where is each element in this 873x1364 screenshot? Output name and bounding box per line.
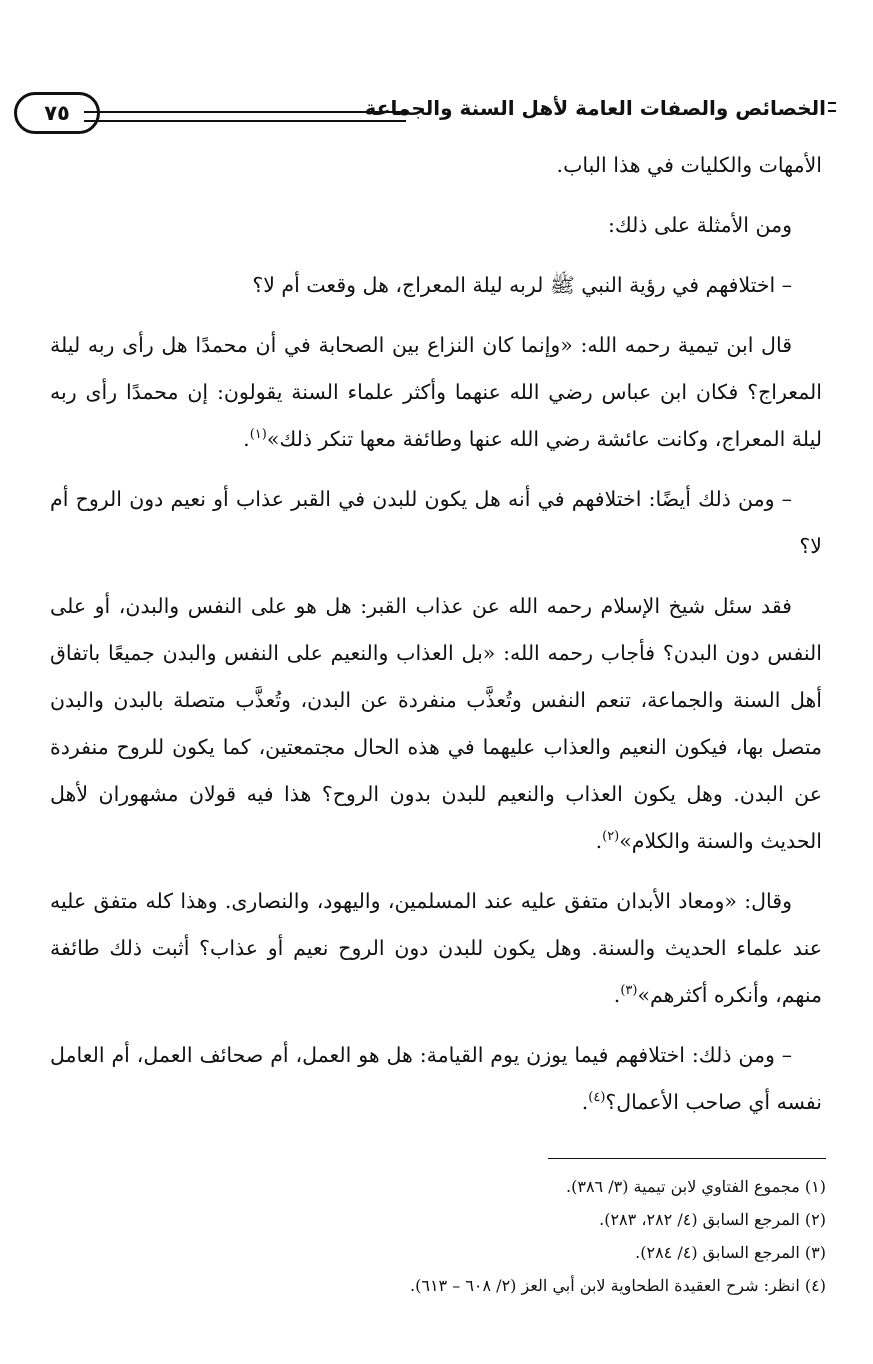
paragraph-2: ومن الأمثلة على ذلك: xyxy=(607,213,792,237)
running-header xyxy=(14,92,826,136)
paragraph-7-text: وقال: «ومعاد الأبدان متفق عليه عند المسلمين، واليهود، والنصارى. وهذا كله متفق عليه عند علماء الحديث والسنة. وهل يكون للبدن دون الروح نعيم أو عذاب؟ أثبت ذلك طائفة منهم، وأنكره أكثرهم» xyxy=(50,889,822,1007)
footnote-1: (١) مجموع الفتاوي لابن تيمية (٣/ ٣٨٦). xyxy=(566,1177,826,1196)
paragraph-8: – ومن ذلك: اختلافهم فيما يوزن يوم القيامة: هل هو العمل، أم صحائف العمل، أم العامل نفسه أي صاحب الأعمال؟$^{(٤)}$. xyxy=(50,1043,822,1114)
footnote-ref-1[interactable]: (١) xyxy=(249,427,267,443)
paragraph-3: – اختلافهم في رؤية النبي ﷺ لربه ليلة المعراج، هل وقعت أم لا؟ xyxy=(252,273,792,297)
paragraph-4: قال ابن تيمية رحمه الله: «وإنما كان النزاع بين الصحابة في أن محمدًا هل رأى ربه ليلة المعراج؟ فكان ابن عباس رضي الله عنهما وأكثر علماء السنة يقولون: إن محمدًا رأى ربه ليلة المعراج، وكانت عائشة رضي الله عنها وطائفة معها تنكر ذلك»$^{(١)}$. xyxy=(50,333,822,451)
main-text xyxy=(50,142,822,1139)
paragraph-4-text: قال ابن تيمية رحمه الله: «وإنما كان النزاع بين الصحابة في أن محمدًا هل رأى ربه ليلة المعراج؟ فكان ابن عباس رضي الله عنهما وأكثر علماء السنة يقولون: إن محمدًا رأى ربه ليلة المعراج، وكانت عائشة رضي الله عنها وطائفة معها تنكر ذلك» xyxy=(50,333,822,451)
paragraph-1: الأمهات والكليات في هذا الباب. xyxy=(556,153,822,177)
paragraph-7: وقال: «ومعاد الأبدان متفق عليه عند المسلمين، واليهود، والنصارى. وهذا كله متفق عليه عند علماء الحديث والسنة. وهل يكون للبدن دون الروح نعيم أو عذاب؟ أثبت ذلك طائفة منهم، وأنكره أكثرهم»$^{(٣)}$. xyxy=(50,889,822,1007)
footnote-3: (٣) المرجع السابق (٤/ ٢٨٤). xyxy=(635,1243,826,1262)
footnote-ref-4[interactable]: (٤) xyxy=(588,1090,606,1106)
header-rule xyxy=(84,111,406,122)
footnote-4: (٤) انظر: شرح العقيدة الطحاوية لابن أبي العز (٢/ ٦٠٨ – ٦١٣). xyxy=(410,1276,826,1295)
paragraph-8-text: – ومن ذلك: اختلافهم فيما يوزن يوم القيامة: هل هو العمل، أم صحائف العمل، أم العامل نفسه أي صاحب الأعمال؟ xyxy=(50,1043,822,1114)
footnote-2: (٢) المرجع السابق (٤/ ٢٨٢، ٢٨٣). xyxy=(599,1210,826,1229)
footnote-separator xyxy=(548,1158,826,1159)
footnotes xyxy=(50,1170,826,1302)
paragraph-6-text: فقد سئل شيخ الإسلام رحمه الله عن عذاب القبر: هل هو على النفس والبدن، أو على النفس دون البدن؟ فأجاب رحمه الله: «بل العذاب والنعيم على النفس والبدن جميعًا باتفاق أهل السنة والجماعة، تنعم النفس وتُعذَّب منفردة عن البدن، وتُعذَّب متصلة بالبدن والبدن متصل بها، فيكون النعيم والعذاب عليهما في هذه الحال مجتمعتين، كما يكون للروح منفردة عن البدن. وهل يكون العذاب والنعيم للبدن بدون الروح؟ هذا فيه قولان مشهوران لأهل الحديث والسنة والكلام» xyxy=(50,594,822,853)
footnote-ref-3[interactable]: (٣) xyxy=(620,983,638,999)
paragraph-5: – ومن ذلك أيضًا: اختلافهم في أنه هل يكون للبدن في القبر عذاب أو نعيم دون الروح أم لا؟ xyxy=(50,487,822,558)
page-number: ٧٥ xyxy=(14,92,100,134)
header-ornament xyxy=(828,102,836,112)
header-title: الخصائص والصفات العامة لأهل السنة والجماعة xyxy=(364,96,826,120)
footnote-ref-2[interactable]: (٢) xyxy=(602,829,620,845)
paragraph-6: فقد سئل شيخ الإسلام رحمه الله عن عذاب القبر: هل هو على النفس والبدن، أو على النفس دون البدن؟ فأجاب رحمه الله: «بل العذاب والنعيم على النفس والبدن جميعًا باتفاق أهل السنة والجماعة، تنعم النفس وتُعذَّب منفردة عن البدن، وتُعذَّب متصلة بالبدن والبدن متصل بها، فيكون النعيم والعذاب عليهما في هذه الحال مجتمعتين، كما يكون للروح منفردة عن البدن. وهل يكون العذاب والنعيم للبدن بدون الروح؟ هذا فيه قولان مشهوران لأهل الحديث والسنة والكلام»$^{(٢)}$. xyxy=(50,594,822,853)
